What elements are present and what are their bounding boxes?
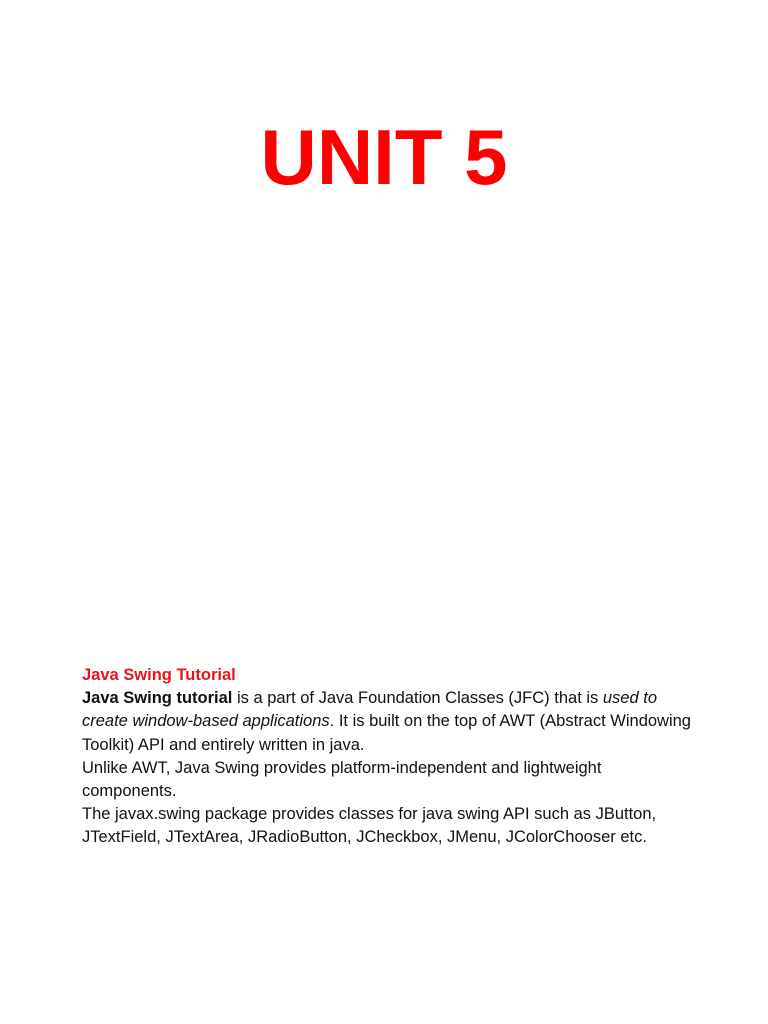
paragraph-intro-text-b: . It is built on the top of AWT (Abstract Windowing Toolkit) API and entirely written in java. [82, 712, 691, 754]
section-heading: Java Swing Tutorial [82, 666, 236, 684]
paragraph-javax-swing: The javax.swing package provides classes for java swing API such as JButton, JTextField, JTextArea, JRadioButton, JCheckbox, JMenu, JColorChooser etc. [82, 805, 657, 847]
paragraph-unlike-awt: Unlike AWT, Java Swing provides platform-independent and lightweight components. [82, 758, 602, 801]
paragraph-intro-text-a: is a part of Java Foundation Classes (JFC) that is [232, 689, 603, 708]
paragraph-intro-italic: used to create window-based applications [82, 689, 657, 731]
paragraph-intro-bold-lead: Java Swing tutorial [82, 689, 233, 708]
document-body [82, 664, 692, 850]
unit-title: UNIT 5 [260, 113, 508, 201]
paragraph-intro [82, 687, 692, 757]
